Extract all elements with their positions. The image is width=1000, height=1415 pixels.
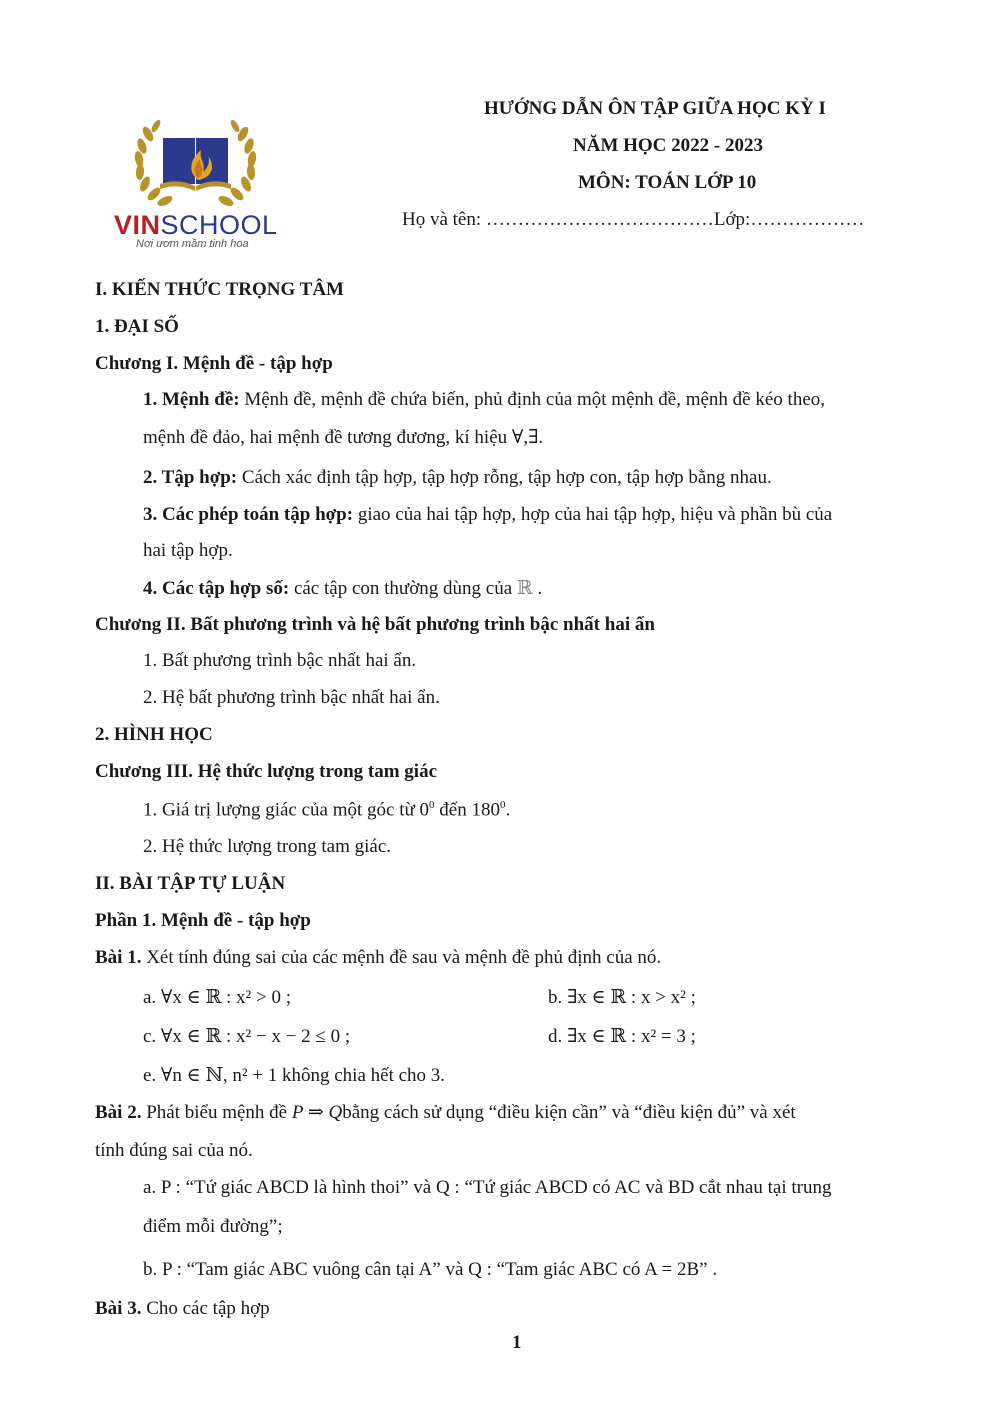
chapter-1-item-3 <box>143 504 832 526</box>
chapter-1-item-1-cont <box>143 426 543 449</box>
logo-wordmark-school: SCHOOL <box>160 210 278 240</box>
exercise-3: Bài 3. Cho các tập hợp <box>95 1298 270 1319</box>
chapter-2-item-2: 2. Hệ bất phương trình bậc nhất hai ẩn. <box>143 687 440 708</box>
item-text: giao của hai tập hợp, hợp của hai tập hợp, hiệu và phần bù của <box>353 504 833 525</box>
item-text: các tập con thường dùng của <box>289 578 517 599</box>
item-label: 1. Mệnh đề: <box>143 389 240 410</box>
school-logo <box>108 112 283 254</box>
chapter-3-item-2: 2. Hệ thức lượng trong tam giác. <box>143 836 392 857</box>
part-1-title: Phần 1. Mệnh đề - tập hợp <box>95 910 311 931</box>
item-text: mệnh đề đảo, hai mệnh đề tương đương, kí hiệu <box>143 427 512 448</box>
exercise-2: Bài 2. Phát biểu mệnh đề P ⇒ Qbằng cách sử dụng “điều kiện cần” và “điều kiện đủ” và xét <box>95 1102 796 1123</box>
chapter-1-item-3-cont: hai tập hợp. <box>143 540 233 561</box>
doc-title: HƯỚNG DẪN ÔN TẬP GIỮA HỌC KỲ I <box>484 98 826 119</box>
student-info-field: Họ và tên: ………………………………Lớp:……………… <box>402 209 865 230</box>
school-year: NĂM HỌC 2022 - 2023 <box>573 135 763 156</box>
chapter-3-item-1: 1. Giá trị lượng giác của một góc từ $0^0$ đến $180^0$. <box>143 799 511 821</box>
exercise-2-a-cont: điểm mỗi đường”; <box>143 1216 283 1237</box>
real-numbers-symbol: ℝ <box>516 578 533 599</box>
exercise-label: Bài 2. <box>95 1102 142 1123</box>
exercise-2-b: b. P : “Tam giác ABC vuông cân tại A” và Q : “Tam giác ABC có A = 2B” . <box>143 1259 718 1280</box>
implication-expression: P ⇒ Q <box>291 1102 343 1123</box>
exercise-1-d: d. ∃x ∈ ℝ : x² = 3 ; <box>548 1026 696 1047</box>
exercise-label: Bài 3. <box>95 1298 142 1319</box>
chapter-1-item-1 <box>143 389 825 411</box>
section-1-heading: I. KIẾN THỨC TRỌNG TÂM <box>95 279 344 300</box>
geometry-heading: 2. HÌNH HỌC <box>95 724 213 745</box>
chapter-3-title: Chương III. Hệ thức lượng trong tam giác <box>95 761 438 782</box>
exercise-2-a: a. P : “Tứ giác ABCD là hình thoi” và Q : “Tứ giác ABCD có AC và BD cắt nhau tại trung <box>143 1177 832 1198</box>
item-text: Mệnh đề, mệnh đề chứa biến, phủ định của một mệnh đề, mệnh đề kéo theo, <box>239 389 825 410</box>
subject-title: MÔN: TOÁN LỚP 10 <box>578 172 757 193</box>
item-label: 3. Các phép toán tập hợp: <box>143 504 354 525</box>
quantifier-symbols: ∀,∃. <box>511 427 544 448</box>
chapter-1-item-2 <box>143 467 772 489</box>
exercise-1-e: e. ∀n ∈ ℕ, n² + 1 không chia hết cho 3. <box>143 1065 446 1086</box>
exercise-1-a: a. ∀x ∈ ℝ : x² > 0 ; <box>143 987 291 1008</box>
logo-slogan: Nơi ươm mầm tinh hoa <box>136 238 249 250</box>
exercise-2-cont: tính đúng sai của nó. <box>95 1140 253 1161</box>
page-number: 1 <box>512 1332 522 1353</box>
logo-wordmark-vin: VIN <box>114 210 161 240</box>
chapter-2-title: Chương II. Bất phương trình và hệ bất phương trình bậc nhất hai ẩn <box>95 614 655 635</box>
exercise-label: Bài 1. <box>95 947 142 968</box>
exercise-1-b: b. ∃x ∈ ℝ : x > x² ; <box>548 987 696 1008</box>
chapter-1-title: Chương I. Mệnh đề - tập hợp <box>95 353 333 374</box>
section-2-heading: II. BÀI TẬP TỰ LUẬN <box>95 873 286 894</box>
laurel-book-flame-emblem <box>108 112 283 217</box>
exercise-1-c: c. ∀x ∈ ℝ : x² − x − 2 ≤ 0 ; <box>143 1026 351 1047</box>
exercise-1: Bài 1. Xét tính đúng sai của các mệnh đề sau và mệnh đề phủ định của nó. <box>95 947 662 968</box>
chapter-1-item-4: 4. Các tập hợp số: các tập con thường dùng của ℝ . <box>143 578 543 599</box>
item-label: 4. Các tập hợp số: <box>143 578 290 599</box>
logo-wordmark <box>114 210 278 241</box>
item-label: 2. Tập hợp: <box>143 467 238 488</box>
item-text: Cách xác định tập hợp, tập hợp rỗng, tập hợp con, tập hợp bằng nhau. <box>237 467 772 488</box>
chapter-2-item-1: 1. Bất phương trình bậc nhất hai ẩn. <box>143 650 417 671</box>
algebra-heading: 1. ĐẠI SỐ <box>95 316 179 337</box>
